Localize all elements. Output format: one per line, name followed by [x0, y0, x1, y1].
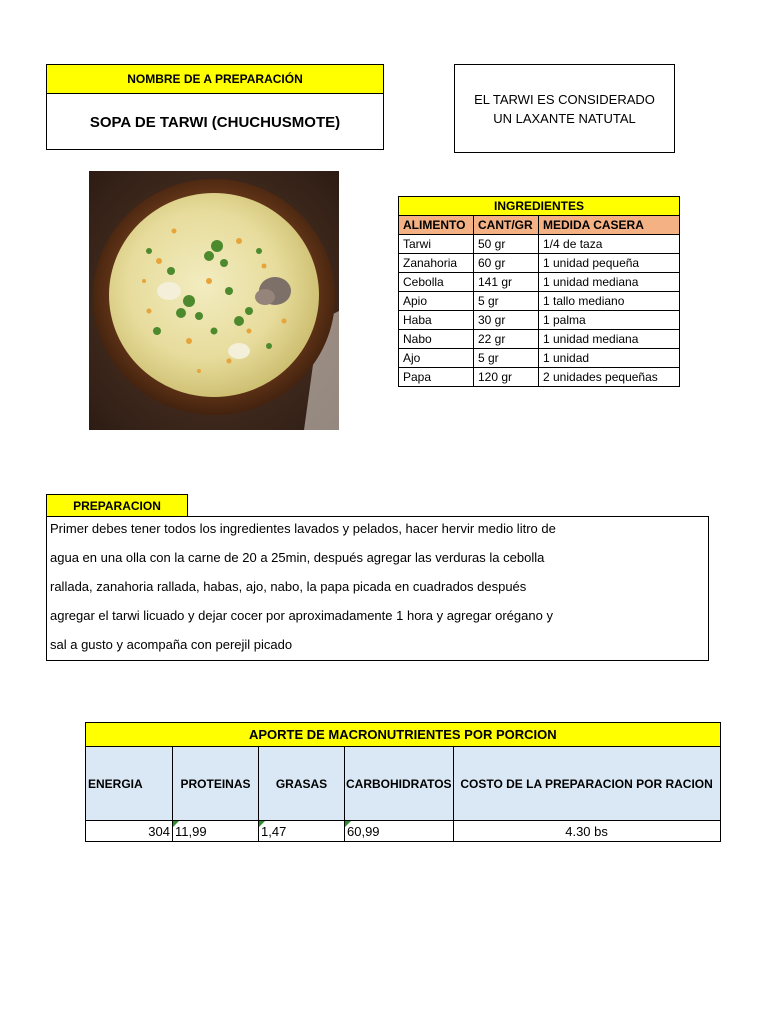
- ingredients-header-food: ALIMENTO: [399, 216, 474, 235]
- ingredient-food: Zanahoria: [399, 254, 474, 273]
- macro-value-cost: 4.30 bs: [453, 821, 720, 842]
- ingredients-title: INGREDIENTES: [399, 197, 680, 216]
- ingredient-measure: 1 unidad mediana: [539, 273, 680, 292]
- recipe-name: SOPA DE TARWI (CHUCHUSMOTE): [89, 113, 341, 131]
- macro-header-protein: PROTEINAS: [173, 747, 259, 821]
- table-row: [399, 368, 680, 387]
- ingredient-quantity: 5 gr: [474, 349, 539, 368]
- table-row: [399, 330, 680, 349]
- ingredient-quantity: 5 gr: [474, 292, 539, 311]
- ingredient-food: Cebolla: [399, 273, 474, 292]
- ingredient-measure: 1 unidad mediana: [539, 330, 680, 349]
- ingredient-food: Haba: [399, 311, 474, 330]
- ingredient-measure: 1/4 de taza: [539, 235, 680, 254]
- recipe-name-box: [46, 64, 384, 150]
- preparation-line: rallada, zanahoria rallada, habas, ajo, nabo, la papa picada en cuadrados después: [50, 579, 527, 594]
- ingredient-food: Apio: [399, 292, 474, 311]
- macro-value-fat: 1,47: [259, 821, 345, 842]
- ingredients-header-quantity: CANT/GR: [474, 216, 539, 235]
- table-row: [399, 273, 680, 292]
- ingredient-food: Tarwi: [399, 235, 474, 254]
- table-row: [399, 254, 680, 273]
- ingredient-quantity: 60 gr: [474, 254, 539, 273]
- ingredient-quantity: 120 gr: [474, 368, 539, 387]
- macronutrients-table: [85, 722, 721, 842]
- preparation-line: agua en una olla con la carne de 20 a 25min, después agregar las verduras la cebolla: [50, 550, 545, 565]
- macro-header-carbs: CARBOHIDRATOS: [345, 747, 454, 821]
- ingredient-measure: 1 unidad: [539, 349, 680, 368]
- macro-header-fat: GRASAS: [259, 747, 345, 821]
- preparation-line: agregar el tarwi licuado y dejar cocer por aproximadamente 1 hora y agregar orégano y: [50, 608, 553, 623]
- macro-value-energy: 304: [86, 821, 173, 842]
- ingredient-measure: 1 unidad pequeña: [539, 254, 680, 273]
- table-row: [399, 292, 680, 311]
- table-row: [399, 311, 680, 330]
- table-row: [399, 349, 680, 368]
- ingredient-food: Papa: [399, 368, 474, 387]
- ingredient-quantity: 30 gr: [474, 311, 539, 330]
- macronutrients-title: APORTE DE MACRONUTRIENTES POR PORCION: [86, 723, 721, 747]
- macro-header-cost: COSTO DE LA PREPARACION POR RACION: [453, 747, 720, 821]
- ingredient-food: Nabo: [399, 330, 474, 349]
- macro-value-protein: 11,99: [173, 821, 259, 842]
- table-row: [399, 235, 680, 254]
- preparation-line: sal a gusto y acompaña con perejil picado: [50, 637, 293, 652]
- ingredient-measure: 1 palma: [539, 311, 680, 330]
- ingredient-measure: 2 unidades pequeñas: [539, 368, 680, 387]
- ingredient-quantity: 141 gr: [474, 273, 539, 292]
- recipe-name-label: NOMBRE DE A PREPARACIÓN: [47, 65, 383, 94]
- ingredients-table: [398, 196, 680, 387]
- ingredient-food: Ajo: [399, 349, 474, 368]
- ingredient-quantity: 50 gr: [474, 235, 539, 254]
- macro-value-carbs: 60,99: [345, 821, 454, 842]
- ingredient-quantity: 22 gr: [474, 330, 539, 349]
- tarwi-note: EL TARWI ES CONSIDERADO UN LAXANTE NATUTAL: [454, 64, 675, 153]
- table-row: [86, 821, 721, 842]
- preparation-line: Primer debes tener todos los ingredientes lavados y pelados, hacer hervir medio litro de: [50, 521, 556, 536]
- ingredient-measure: 1 tallo mediano: [539, 292, 680, 311]
- soup-photo: [89, 171, 339, 430]
- preparation-text: [46, 516, 709, 661]
- ingredients-header-measure: MEDIDA CASERA: [539, 216, 680, 235]
- preparation-label: PREPARACION: [46, 494, 188, 517]
- macro-header-energy: ENERGIA: [86, 747, 173, 821]
